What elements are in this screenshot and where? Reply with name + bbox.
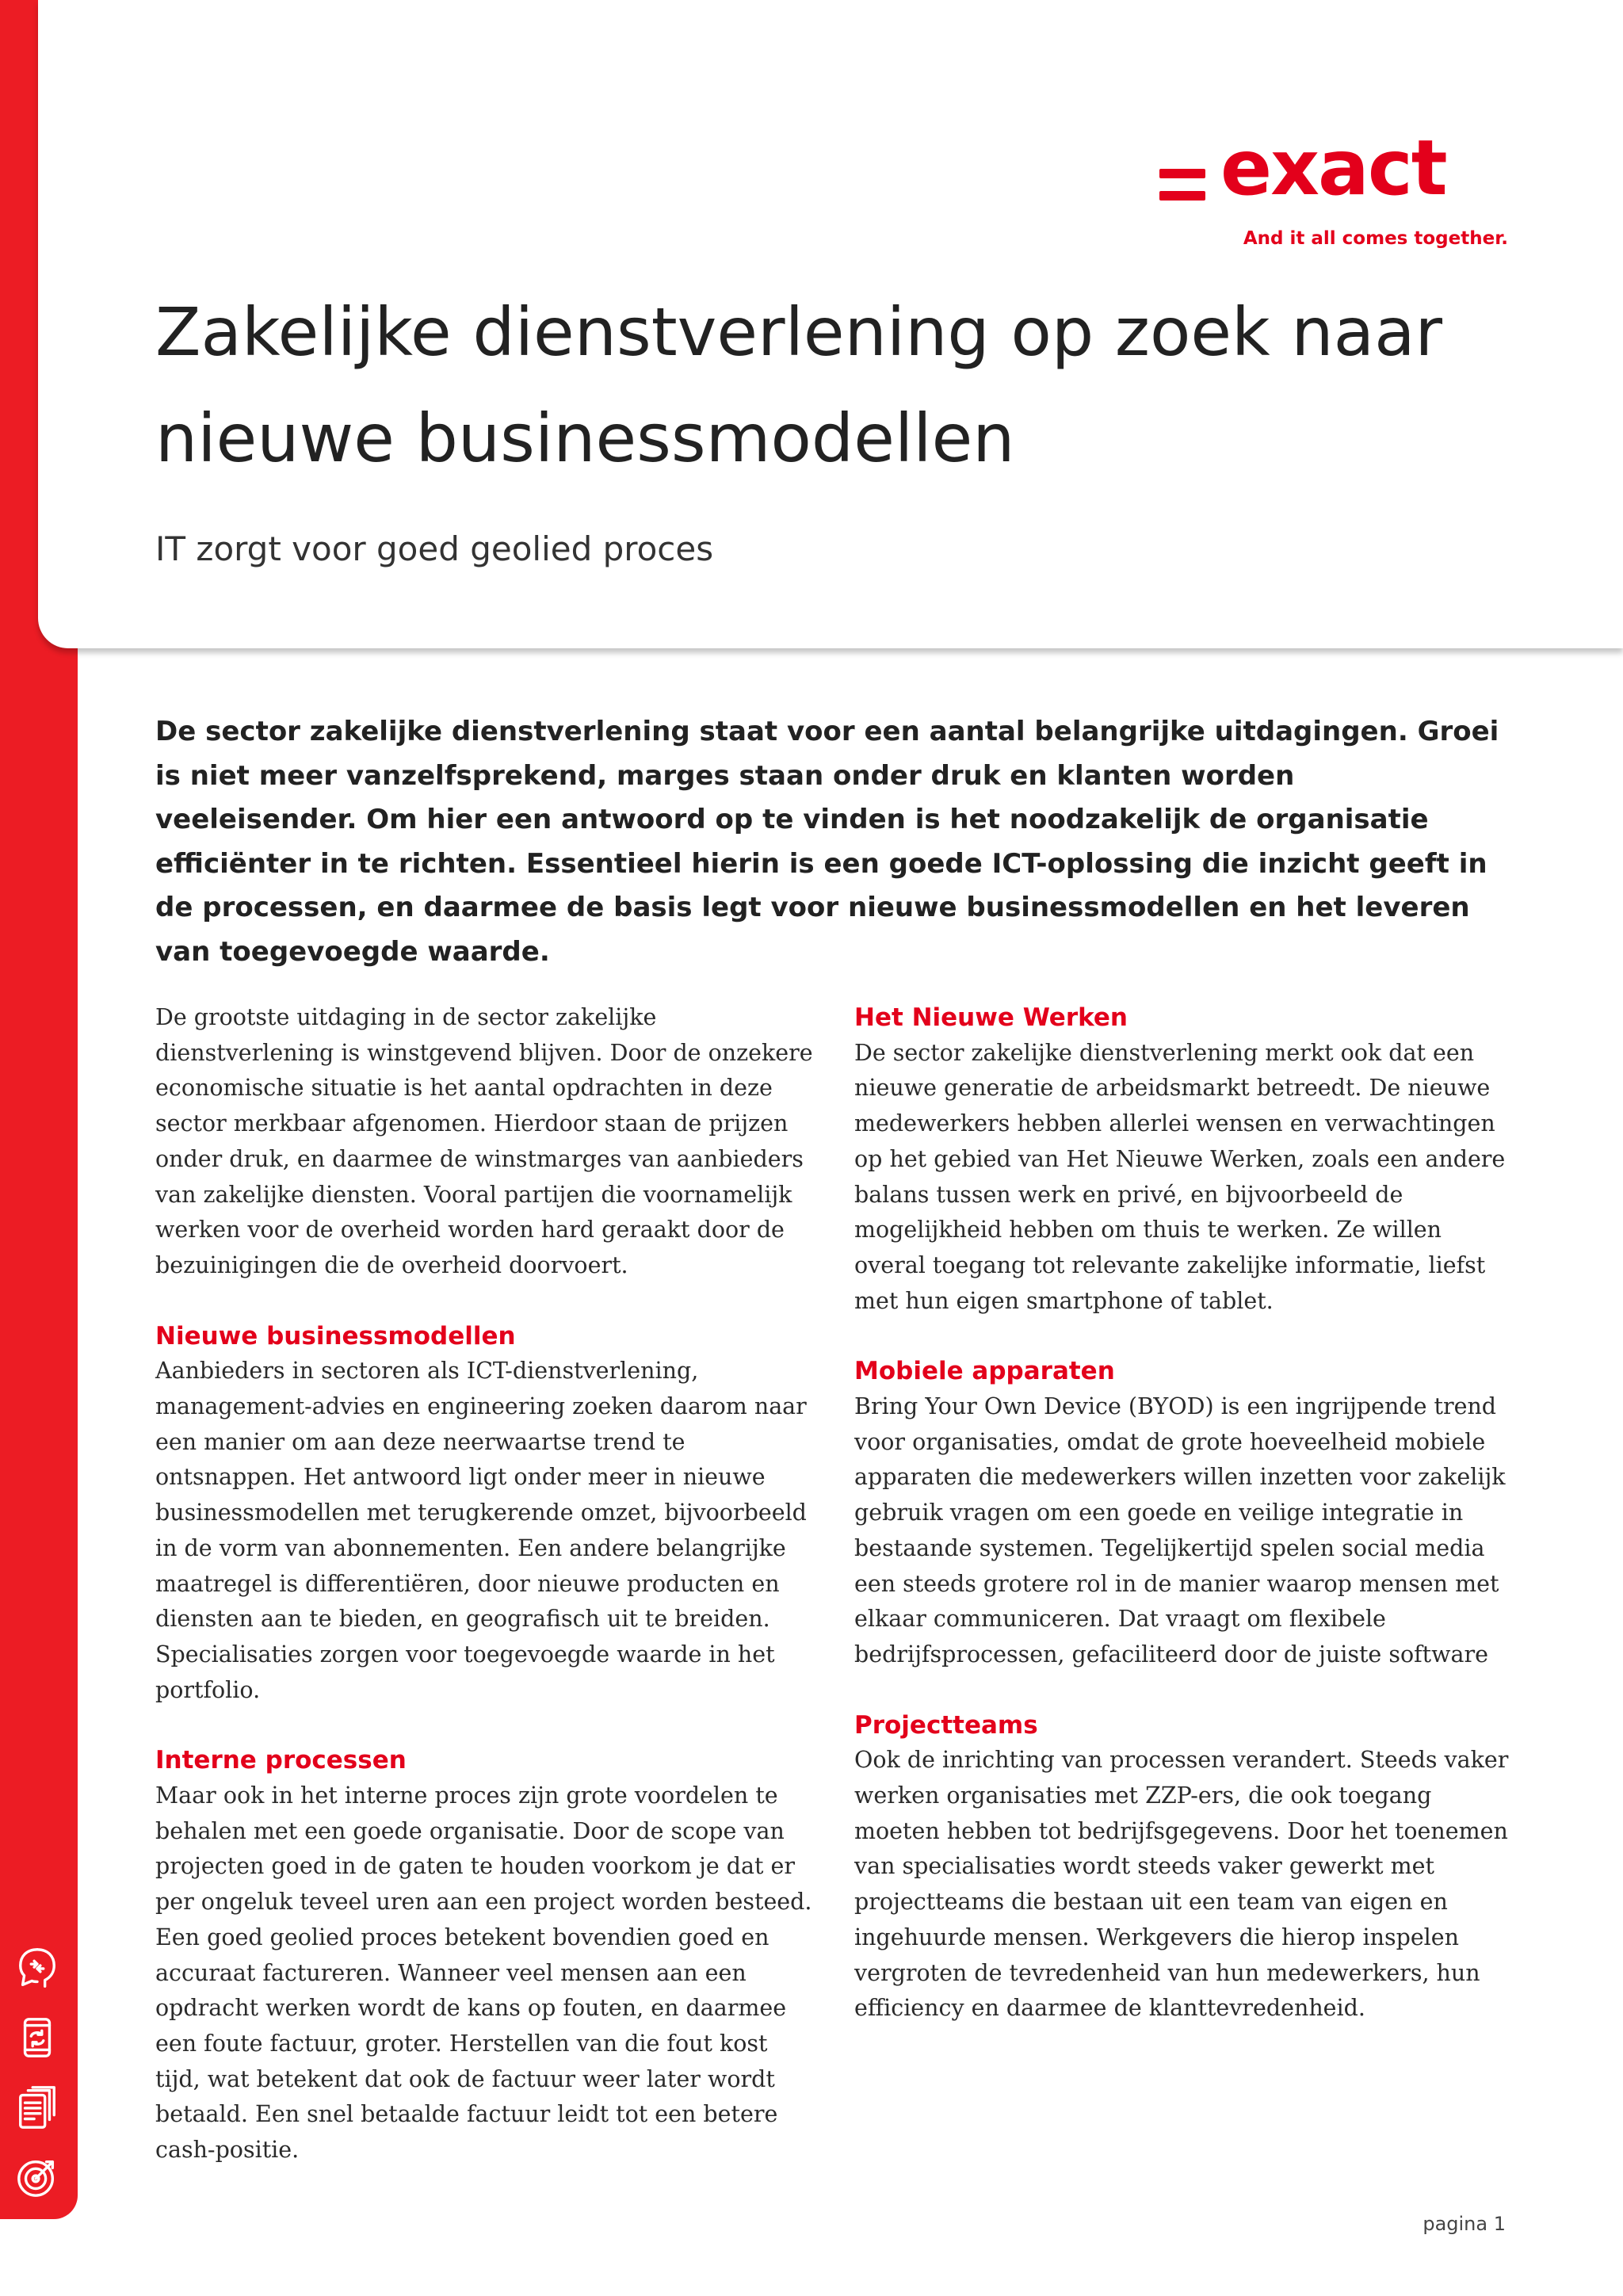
page-number: pagina 1	[1423, 2213, 1506, 2235]
phone-sync-icon	[14, 2015, 60, 2061]
right-column	[854, 1000, 1512, 2061]
section-het-nieuwe-werken	[854, 1000, 1512, 1319]
page-title: Zakelijke dienstverlening op zoek naar nieuwe businessmodellen	[155, 293, 1443, 477]
section-body: Maar ook in het interne proces zijn grote voordelen te behalen met een goede organisatie. Door de scope van projecten goed in de gaten te houden voorkom je dat er per ongeluk teveel uren aan een project worden besteed. Een goed geolied proces betekent bovendien goed en accuraat factureren. Wanneer veel mensen aan een opdracht werken wordt de kans op fouten, en daarmee een foute factuur, groter. Herstellen van die fout kost tijd, wat betekent dat ook de factuur weer later wordt betaald. Een snel betaalde factuur leidt tot een betere cash-positie.	[155, 1782, 812, 2164]
section-heading: Nieuwe businessmodellen	[155, 1321, 516, 1350]
section-body: De sector zakelijke dienstverlening merkt ook dat een nieuwe generatie de arbeidsmarkt betreedt. De nieuwe medewerkers hebben allerlei wensen en verwachtingen op het gebied van Het Nieuwe Werken, zoals een andere balans tussen werk en privé, en bijvoorbeeld de mogelijkheid hebben om thuis te werken. Ze willen overal toegang tot relevante zakelijke informatie, liefst met hun eigen smartphone of tablet.	[854, 1039, 1506, 1314]
sidebar-icon-stack	[14, 1945, 63, 2224]
section-body: Bring Your Own Device (BYOD) is een ingrijpende trend voor organisaties, omdat de grote hoeveelheid mobiele apparaten die medewerkers willen inzetten voor zakelijk gebruik vragen om een goede en veilige integratie in bestaande systemen. Tegelijkertijd spelen social media een steeds grotere rol in de manier waarop mensen met elkaar communiceren. Dat vraagt om flexibele bedrijfsprocessen, gefaciliteerd door de juiste software	[854, 1393, 1506, 1668]
section-body: Ook de inrichting van processen verandert. Steeds vaker werken organisaties met ZZP-ers, die ook toegang moeten hebben tot bedrijfsgegevens. Door het toenemen van specialisaties wordt steeds vaker gewerkt met projectteams die bestaan uit een team van eigen en ingehuurde mensen. Werkgevers die hierop inspelen vergroten de tevredenheid van hun medewerkers, hun efficiency en daarmee de klanttevredenheid.	[854, 1747, 1509, 2022]
section-heading: Projectteams	[854, 1710, 1038, 1740]
section-interne-processen	[155, 1743, 813, 2168]
section-heading: Het Nieuwe Werken	[854, 1003, 1128, 1032]
section-opening	[155, 1000, 813, 1284]
document-stack-icon	[14, 2084, 60, 2130]
logo-wordmark: exact	[1220, 124, 1446, 212]
left-column	[155, 1000, 813, 2203]
brand-tagline: And it all comes together.	[1243, 228, 1508, 249]
target-arrow-icon	[14, 2154, 60, 2200]
section-projectteams	[854, 1708, 1512, 2027]
section-mobiele-apparaten	[854, 1354, 1512, 1672]
chat-head-icon	[14, 1945, 60, 1991]
opening-paragraph: De grootste uitdaging in de sector zakelijke dienstverlening is winstgevend blijven. Door de onzekere economische situatie is het aantal opdrachten in deze sector merkbaar afgenomen. Hierdoor staan de prijzen onder druk, en daarmee de winstmarges van aanbieders van zakelijke diensten. Vooral partijen die voornamelijk werken voor de overheid worden hard geraakt door de bezuinigingen die de overheid doorvoert.	[155, 1004, 813, 1278]
section-nieuwe-businessmodellen	[155, 1319, 813, 1709]
exact-logo	[1153, 124, 1518, 212]
logo-equals-mark	[1159, 169, 1205, 213]
intro-paragraph: De sector zakelijke dienstverlening staat voor een aantal belangrijke uitdagingen. Groei is niet meer vanzelfsprekend, marges staan onder druk en klanten worden veeleisender. Om hier een antwoord op te vinden is het noodzakelijk de organisatie efficiënter in te richten. Essentieel hierin is een goede ICT-oplossing die inzicht geeft in de processen, en daarmee de basis legt voor nieuwe businessmodellen en het leveren van toegevoegde waarde.	[155, 716, 1499, 968]
page-subtitle: IT zorgt voor goed geolied proces	[155, 529, 714, 568]
section-heading: Interne processen	[155, 1746, 407, 1775]
section-heading: Mobiele apparaten	[854, 1357, 1115, 1386]
section-body: Aanbieders in sectoren als ICT-dienstverlening, management-advies en engineering zoeken daarom naar een manier om aan deze neerwaartse trend te ontsnappen. Het antwoord ligt onder meer in nieuwe businessmodellen met terugkerende omzet, bijvoorbeeld in de vorm van abonnementen. Een andere belangrijke maatregel is differentiëren, door nieuwe producten en diensten aan te bieden, en geografisch uit te breiden. Specialisaties zorgen voor toegevoegde waarde in het portfolio.	[155, 1358, 807, 1703]
